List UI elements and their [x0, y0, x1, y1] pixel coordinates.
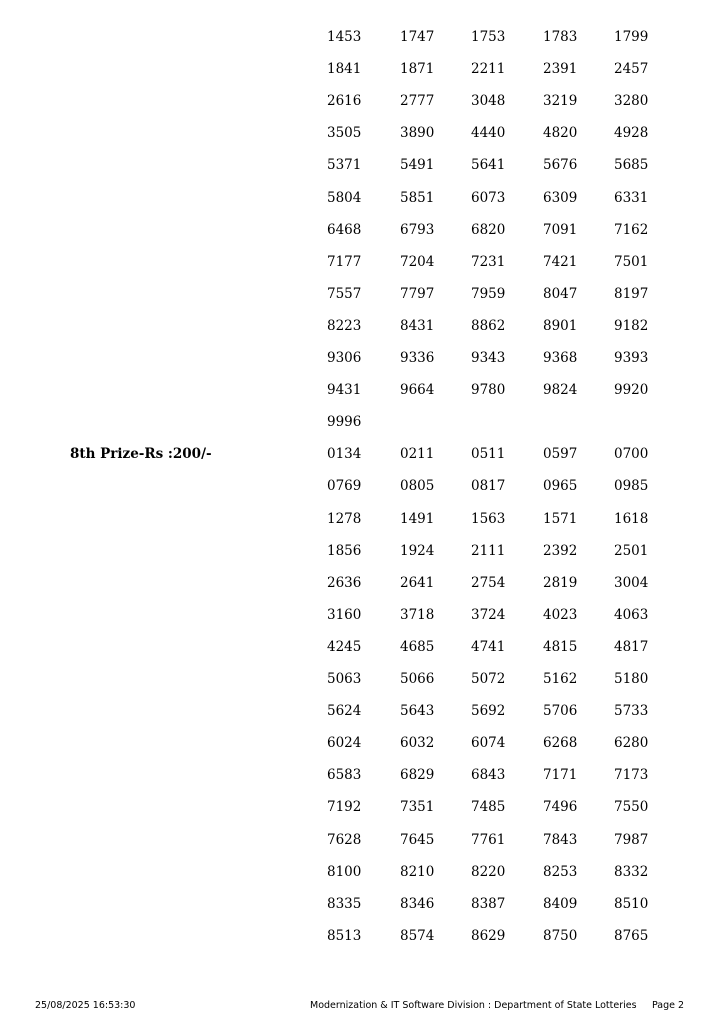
number-row — [0, 382, 724, 414]
footer-division: Modernization & IT Software Division : Department of State Lotteries — [310, 1000, 637, 1011]
ticket-number: 6331 — [614, 189, 649, 206]
ticket-number: 6829 — [400, 767, 435, 784]
ticket-number: 5851 — [400, 189, 435, 206]
ticket-number: 3890 — [400, 125, 435, 142]
ticket-number: 8629 — [471, 927, 506, 944]
ticket-number: 7496 — [543, 799, 578, 816]
ticket-number: 1871 — [400, 61, 435, 78]
ticket-number: 1799 — [614, 29, 649, 45]
ticket-number: 8750 — [543, 927, 578, 944]
ticket-number: 6032 — [400, 735, 435, 752]
ticket-number: 6024 — [327, 735, 362, 752]
number-row — [0, 543, 724, 575]
ticket-number: 7485 — [471, 799, 506, 816]
ticket-number: 5676 — [543, 157, 578, 174]
ticket-number: 2777 — [400, 93, 435, 110]
ticket-number: 7959 — [471, 285, 506, 302]
ticket-number: 0965 — [543, 478, 578, 495]
ticket-number: 7987 — [614, 831, 649, 848]
ticket-number: 0805 — [400, 478, 435, 495]
ticket-number: 4820 — [543, 125, 578, 142]
ticket-number: 8862 — [471, 317, 506, 334]
number-row — [0, 318, 724, 350]
ticket-number: 8047 — [543, 285, 578, 302]
number-row — [0, 29, 724, 61]
ticket-number: 3219 — [543, 93, 578, 110]
eighth-prize-label: 8th Prize-Rs :200/- — [70, 446, 212, 462]
number-row — [0, 639, 724, 671]
ticket-number: 4685 — [400, 638, 435, 655]
ticket-number: 9780 — [471, 382, 506, 399]
ticket-number: 7557 — [327, 285, 362, 302]
ticket-number: 5641 — [471, 157, 506, 174]
ticket-number: 5692 — [471, 703, 506, 720]
number-row — [0, 896, 724, 928]
ticket-number: 3004 — [614, 574, 649, 591]
ticket-number: 7091 — [543, 221, 578, 238]
number-row — [0, 607, 724, 639]
ticket-number: 1924 — [400, 542, 435, 559]
number-row — [0, 414, 724, 446]
ticket-number: 6309 — [543, 189, 578, 206]
ticket-number: 0769 — [327, 478, 362, 495]
ticket-number: 7231 — [471, 253, 506, 270]
ticket-number: 5063 — [327, 671, 362, 687]
ticket-number: 9664 — [400, 382, 435, 399]
ticket-number: 9368 — [543, 350, 578, 366]
ticket-number: 4928 — [614, 125, 649, 142]
ticket-number: 7204 — [400, 253, 435, 270]
ticket-number: 5624 — [327, 703, 362, 720]
number-row — [0, 125, 724, 157]
ticket-number: 1618 — [614, 510, 649, 527]
ticket-number: 7162 — [614, 221, 649, 238]
ticket-number: 0211 — [400, 446, 435, 463]
ticket-number: 8332 — [614, 863, 649, 880]
ticket-number: 0511 — [471, 446, 506, 463]
ticket-number: 7843 — [543, 831, 578, 848]
ticket-number: 9336 — [400, 350, 435, 366]
ticket-number: 4815 — [543, 638, 578, 655]
ticket-number: 7797 — [400, 285, 435, 302]
ticket-number: 2641 — [400, 574, 435, 591]
ticket-number: 8513 — [327, 927, 362, 944]
ticket-number: 7761 — [471, 831, 506, 848]
ticket-number: 7177 — [327, 253, 362, 270]
ticket-number: 1278 — [327, 510, 362, 527]
ticket-number: 0817 — [471, 478, 506, 495]
ticket-number: 4063 — [614, 606, 649, 623]
ticket-number: 9182 — [614, 317, 649, 334]
ticket-number: 6793 — [400, 221, 435, 238]
ticket-number: 5371 — [327, 157, 362, 174]
ticket-number: 7171 — [543, 767, 578, 784]
ticket-number: 7628 — [327, 831, 362, 848]
ticket-number: 8220 — [471, 863, 506, 880]
number-row — [0, 703, 724, 735]
ticket-number: 9431 — [327, 382, 362, 399]
ticket-number: 3280 — [614, 93, 649, 110]
number-row — [0, 446, 724, 478]
number-row — [0, 928, 724, 960]
number-row — [0, 222, 724, 254]
ticket-number: 2211 — [471, 61, 506, 78]
ticket-number: 6820 — [471, 221, 506, 238]
ticket-number: 6468 — [327, 221, 362, 238]
ticket-number: 0134 — [327, 446, 362, 463]
ticket-number: 7501 — [614, 253, 649, 270]
ticket-number: 2616 — [327, 93, 362, 110]
number-row — [0, 157, 724, 189]
ticket-number: 7550 — [614, 799, 649, 816]
ticket-number: 4440 — [471, 125, 506, 142]
number-row — [0, 254, 724, 286]
number-row — [0, 671, 724, 703]
ticket-number: 7351 — [400, 799, 435, 816]
ticket-number: 7645 — [400, 831, 435, 848]
ticket-number: 0597 — [543, 446, 578, 463]
ticket-number: 8346 — [400, 895, 435, 912]
number-row — [0, 864, 724, 896]
ticket-number: 8409 — [543, 895, 578, 912]
ticket-number: 8223 — [327, 317, 362, 334]
number-row — [0, 511, 724, 543]
ticket-number: 5072 — [471, 671, 506, 687]
ticket-number: 9996 — [327, 414, 362, 431]
ticket-number: 3718 — [400, 606, 435, 623]
ticket-number: 3160 — [327, 606, 362, 623]
number-row — [0, 61, 724, 93]
ticket-number: 1841 — [327, 61, 362, 78]
ticket-number: 8901 — [543, 317, 578, 334]
ticket-number: 3048 — [471, 93, 506, 110]
ticket-number: 7192 — [327, 799, 362, 816]
footer-datetime: 25/08/2025 16:53:30 — [35, 1000, 136, 1011]
number-row — [0, 93, 724, 125]
number-row — [0, 735, 724, 767]
ticket-number: 8335 — [327, 895, 362, 912]
ticket-number: 6074 — [471, 735, 506, 752]
ticket-number: 4023 — [543, 606, 578, 623]
ticket-number: 5066 — [400, 671, 435, 687]
ticket-number: 5491 — [400, 157, 435, 174]
number-row — [0, 832, 724, 864]
ticket-number: 2391 — [543, 61, 578, 78]
ticket-number: 9306 — [327, 350, 362, 366]
ticket-number: 2636 — [327, 574, 362, 591]
ticket-number: 0700 — [614, 446, 649, 463]
ticket-number: 5804 — [327, 189, 362, 206]
ticket-number: 8387 — [471, 895, 506, 912]
ticket-number: 3724 — [471, 606, 506, 623]
ticket-number: 4741 — [471, 638, 506, 655]
ticket-number: 8197 — [614, 285, 649, 302]
number-row — [0, 478, 724, 510]
ticket-number: 0985 — [614, 478, 649, 495]
ticket-number: 5162 — [543, 671, 578, 687]
ticket-number: 7173 — [614, 767, 649, 784]
ticket-number: 1753 — [471, 29, 506, 45]
ticket-number: 6073 — [471, 189, 506, 206]
number-row — [0, 799, 724, 831]
ticket-number: 1491 — [400, 510, 435, 527]
ticket-number: 2111 — [471, 542, 506, 559]
ticket-number: 1453 — [327, 29, 362, 45]
ticket-number: 4245 — [327, 638, 362, 655]
ticket-number: 8765 — [614, 927, 649, 944]
ticket-number: 1747 — [400, 29, 435, 45]
ticket-number: 5706 — [543, 703, 578, 720]
ticket-number: 2392 — [543, 542, 578, 559]
ticket-number: 9393 — [614, 350, 649, 366]
ticket-number: 2501 — [614, 542, 649, 559]
ticket-number: 8431 — [400, 317, 435, 334]
ticket-number: 3505 — [327, 125, 362, 142]
footer-page-number: Page 2 — [652, 1000, 685, 1011]
ticket-number: 8253 — [543, 863, 578, 880]
ticket-number: 2819 — [543, 574, 578, 591]
ticket-number: 8574 — [400, 927, 435, 944]
ticket-number: 5733 — [614, 703, 649, 720]
number-row — [0, 575, 724, 607]
ticket-number: 2457 — [614, 61, 649, 78]
ticket-number: 6843 — [471, 767, 506, 784]
ticket-number: 5685 — [614, 157, 649, 174]
ticket-number: 9920 — [614, 382, 649, 399]
ticket-number: 9824 — [543, 382, 578, 399]
ticket-number: 5180 — [614, 671, 649, 687]
number-row — [0, 350, 724, 382]
ticket-number: 1783 — [543, 29, 578, 45]
number-row — [0, 767, 724, 799]
ticket-number: 5643 — [400, 703, 435, 720]
ticket-number: 7421 — [543, 253, 578, 270]
number-row — [0, 286, 724, 318]
ticket-number: 8210 — [400, 863, 435, 880]
ticket-number: 1571 — [543, 510, 578, 527]
ticket-number: 2754 — [471, 574, 506, 591]
ticket-number: 9343 — [471, 350, 506, 366]
ticket-number: 4817 — [614, 638, 649, 655]
ticket-number: 6583 — [327, 767, 362, 784]
number-row — [0, 190, 724, 222]
ticket-number: 6268 — [543, 735, 578, 752]
ticket-number: 1856 — [327, 542, 362, 559]
ticket-number: 8100 — [327, 863, 362, 880]
ticket-number: 6280 — [614, 735, 649, 752]
ticket-number: 8510 — [614, 895, 649, 912]
ticket-number: 1563 — [471, 510, 506, 527]
